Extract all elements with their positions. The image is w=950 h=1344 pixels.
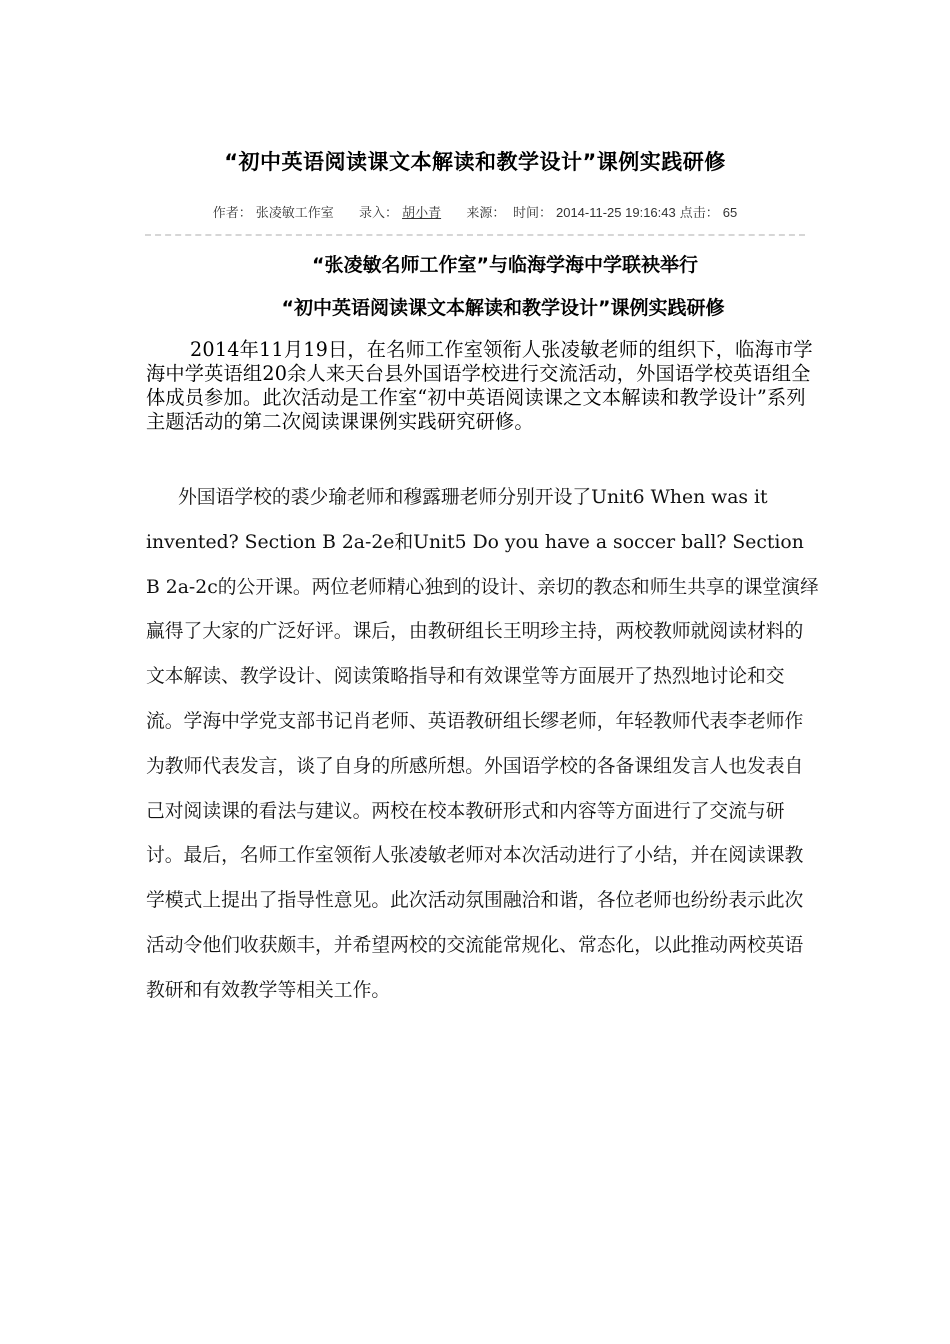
subtitle-2: “初中英语阅读课文本解读和教学设计”课例实践研修 xyxy=(281,297,725,319)
clicks-value: 65 xyxy=(722,205,738,220)
entry-label: 录入： xyxy=(359,205,399,220)
dashed-divider xyxy=(145,234,805,236)
author-label: 作者： xyxy=(212,205,252,220)
clicks-label: 点击： xyxy=(679,205,719,220)
article-meta xyxy=(0,202,950,221)
paragraph-2: 外国语学校的裘少瑜老师和穆露珊老师分别开设了Unit6 When was it invented? Section B 2a-2e和Unit5 Do you have a soccer ball? Section B 2a-2c的公开课。两位老师精心独到的设计、亲切的教态和师生共享的课堂演绎赢得了大家的广泛好评。课后，由教研组长王明珍主持，两校教师就阅读材料的文本解读、教学设计、阅读策略指导和有效课堂等方面展开了热烈地讨论和交流。学海中学党支部书记肖老师、英语教研组长缪老师，年轻教师代表李老师作为教师代表发言，谈了自身的所感所想。外国语学校的各备课组发言人也发表自己对阅读课的看法与建议。两校在校本教研形式和内容等方面进行了交流与研讨。最后，名师工作室领衔人张凌敏老师对本次活动进行了小结，并在阅读课教学模式上提出了指导性意见。此次活动氛围融洽和谐，各位老师也纷纷表示此次活动令他们收获颇丰，并希望两校的交流能常规化、常态化，以此推动两校英语教研和有效教学等相关工作。 xyxy=(146,487,819,1001)
source-label: 来源： xyxy=(466,205,506,220)
author-value: 张凌敏工作室 xyxy=(255,205,334,220)
entry-link[interactable]: 胡小青 xyxy=(402,205,442,220)
time-label: 时间： xyxy=(512,205,552,220)
time-value: 2014-11-25 19:16:43 xyxy=(555,205,676,220)
article-title: “初中英语阅读课文本解读和教学设计”课例实践研修 xyxy=(224,150,726,174)
subtitle-1: “张凌敏名师工作室”与临海学海中学联袂举行 xyxy=(312,254,698,276)
paragraph-1: 2014年11月19日，在名师工作室领衔人张凌敏老师的组织下，临海市学海中学英语组20余人来天台县外国语学校进行交流活动，外国语学校英语组全体成员参加。此次活动是工作室“初中英语阅读课之文本解读和教学设计”系列主题活动的第二次阅读课课例实践研究研修。 xyxy=(146,338,813,433)
